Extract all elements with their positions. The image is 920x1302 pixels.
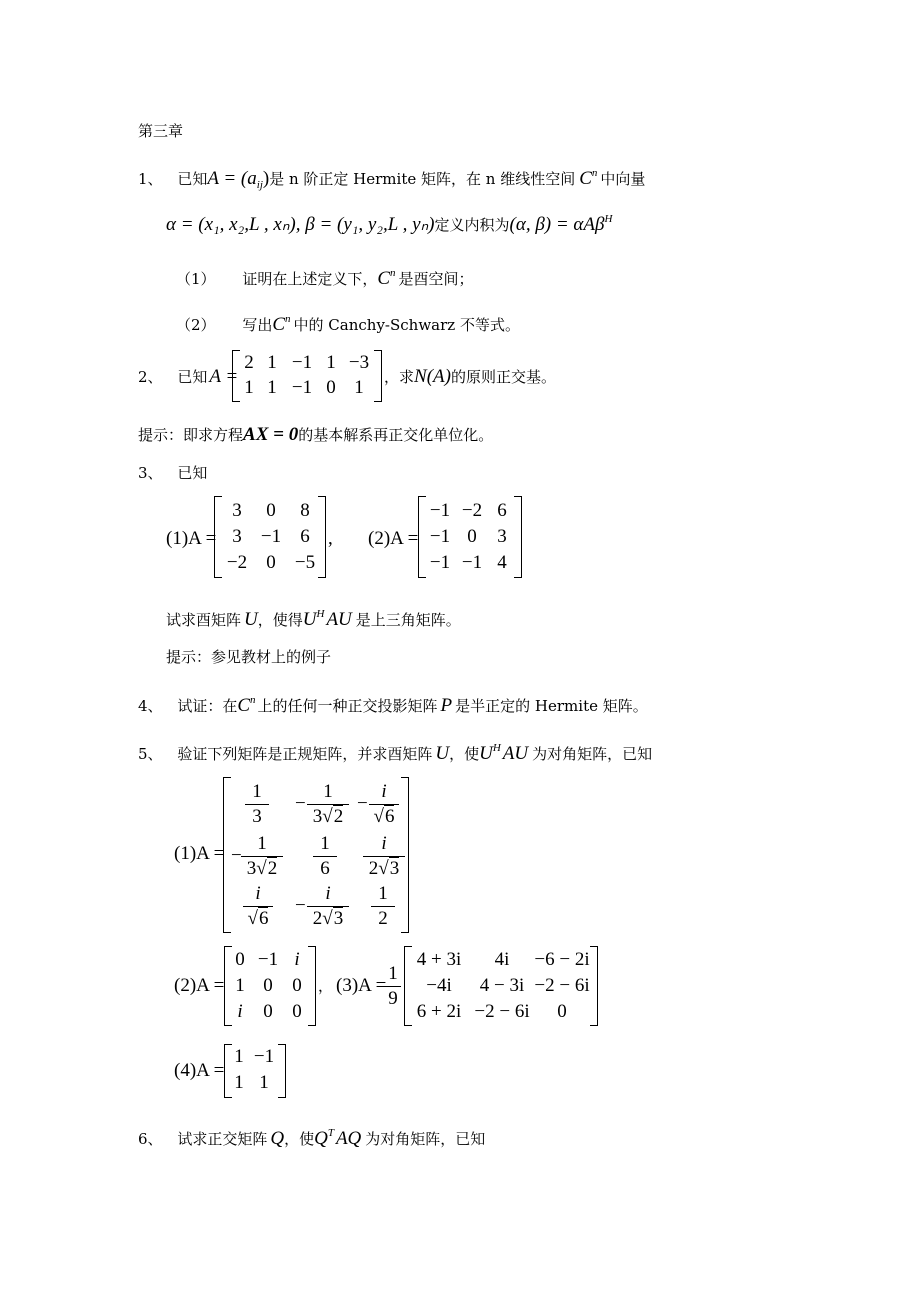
q1-sub1-Cn: $C^n$ xyxy=(377,267,396,289)
q1-inner-product-formula: (α, β) = αAβ$^H$ xyxy=(509,213,613,235)
q1-text-pre: 已知 xyxy=(177,170,208,188)
fraction: $\frac{1}{6}$ xyxy=(313,832,337,881)
q4-Cn: $C^n$ xyxy=(237,694,256,716)
q3-task xyxy=(166,603,461,631)
q2-hint-b: 的基本解系再正交化单位化。 xyxy=(298,426,494,444)
q4-number: 4、 xyxy=(138,697,163,715)
q3-label2: (2)A = xyxy=(368,528,419,549)
q2-suffix xyxy=(384,366,556,388)
q2-hint-a: 提示：即求方程 xyxy=(138,426,244,444)
minus-sign: − xyxy=(295,793,306,814)
q1-matrix-def: $A = (a_{ij})$ xyxy=(207,168,270,191)
q3-hint: 提示：参见教材上的例子 xyxy=(166,648,332,666)
q1-sub1 xyxy=(176,262,474,290)
chapter-title: 第三章 xyxy=(138,122,184,140)
matrix-cell: 0 xyxy=(235,949,245,970)
matrix-cell: −1 xyxy=(429,526,451,547)
q5-label3: (3)A = xyxy=(336,975,387,996)
matrix-cell: 0 xyxy=(326,377,336,398)
q4-P: P xyxy=(440,695,453,716)
matrix-cell: 4 − 3i xyxy=(479,975,525,996)
q1-sub2-label: （2） xyxy=(176,316,216,334)
matrix-cell: −1 xyxy=(253,1046,275,1067)
matrix-cell: −1 xyxy=(260,526,282,547)
minus-sign: − xyxy=(357,793,368,814)
matrix-cell: 1 xyxy=(267,377,277,398)
q5-number: 5、 xyxy=(138,745,163,763)
matrix-cell: 4 + 3i xyxy=(416,949,462,970)
q5-U: U xyxy=(435,743,450,764)
q3-comma: , xyxy=(328,528,333,549)
matrix-cell: 0 xyxy=(467,526,477,547)
q5-scalar-fraction: $\frac{1}{9}$ xyxy=(385,962,401,1011)
q2-text-pre: 已知 xyxy=(177,368,208,386)
q2-matrix xyxy=(232,350,382,402)
q3-number: 3、 xyxy=(138,464,163,482)
fraction: $\frac{1}{2}$ xyxy=(371,882,395,931)
q3-text: 已知 xyxy=(177,464,208,482)
q3-matrix1 xyxy=(214,496,326,578)
matrix-cell: 0 xyxy=(263,975,273,996)
q5-label1: (1)A = xyxy=(174,843,225,864)
q5-UHAU: $U^H$ AU xyxy=(479,742,529,764)
q1-line1 xyxy=(138,162,645,196)
minus-sign: − xyxy=(231,845,242,866)
matrix-cell: 0 xyxy=(266,500,276,521)
q1-text-mid: 是 n 阶正定 Hermite 矩阵，在 n 维线性空间 xyxy=(269,170,576,188)
q2-A-eq: A = xyxy=(209,366,239,387)
q1-sub1-label: （1） xyxy=(176,270,216,288)
matrix-cell: 3 xyxy=(232,526,242,547)
q1-text-end: 中向量 xyxy=(600,170,646,188)
matrix-cell: 0 xyxy=(292,975,302,996)
matrix-cell: 1 xyxy=(326,352,336,373)
matrix-cell: −2 xyxy=(226,552,248,573)
matrix-cell: −2 − 6i xyxy=(534,975,590,996)
matrix-cell: −1 xyxy=(461,552,483,573)
q1-sub2 xyxy=(176,308,520,336)
matrix-cell: 1 xyxy=(234,1046,244,1067)
matrix-cell: −4i xyxy=(426,975,452,996)
matrix-cell: −5 xyxy=(294,552,316,573)
q5-line xyxy=(138,737,652,765)
q5-label4: (4)A = xyxy=(174,1060,225,1081)
matrix-cell: 2 xyxy=(244,352,254,373)
matrix-cell: 4i xyxy=(494,949,510,970)
matrix-cell: 3 xyxy=(232,500,242,521)
q2-prefix xyxy=(138,366,238,388)
matrix-cell: 3 xyxy=(497,526,507,547)
matrix-cell: 6 xyxy=(497,500,507,521)
q5-matrix3 xyxy=(404,946,598,1026)
q5-text-a: 验证下列矩阵是正规矩阵，并求酉矩阵 xyxy=(177,745,433,763)
q5-matrix2 xyxy=(224,946,316,1026)
q2-number: 2、 xyxy=(138,368,163,386)
matrix-cell: 1 xyxy=(267,352,277,373)
fraction: $\frac{i}{√6}$ xyxy=(369,780,399,829)
matrix-cell: 1 xyxy=(234,1072,244,1093)
q1-space-Cn: $C^n$ xyxy=(579,167,598,189)
q6-text-a: 试求正交矩阵 xyxy=(177,1130,268,1148)
q6-Q: Q xyxy=(270,1128,285,1149)
q5-label2: (2)A = xyxy=(174,975,225,996)
q3-task-a: 试求酉矩阵 xyxy=(166,611,242,629)
matrix-cell: 0 xyxy=(263,1001,273,1022)
matrix-cell: 1 xyxy=(354,377,364,398)
q2-NA: N(A) xyxy=(414,366,451,387)
matrix-cell: −1 xyxy=(291,377,313,398)
q4-text-a: 试证：在 xyxy=(177,697,238,715)
matrix-cell: i xyxy=(294,949,300,970)
matrix-cell: −1 xyxy=(429,552,451,573)
q5-matrix1 xyxy=(223,777,409,933)
matrix-cell: 0 xyxy=(557,1001,567,1022)
q5-text-c: 为对角矩阵，已知 xyxy=(532,745,653,763)
q2-hint-eq: AX = 0 xyxy=(243,424,299,445)
matrix-cell: 1 xyxy=(259,1072,269,1093)
matrix-cell: 1 xyxy=(235,975,245,996)
q3-label1: (1)A = xyxy=(166,528,217,549)
fraction: $\frac{1}{3√2}$ xyxy=(241,832,283,881)
matrix-cell: −2 − 6i xyxy=(474,1001,530,1022)
q3-task-U: U xyxy=(244,609,258,630)
matrix-cell: 6 + 2i xyxy=(416,1001,462,1022)
q5-comma2: ， xyxy=(318,977,334,995)
fraction: $\frac{1}{3}$ xyxy=(245,780,269,829)
q3-task-b: ，使得 xyxy=(257,611,303,629)
matrix-cell: −2 xyxy=(461,500,483,521)
matrix-cell: −1 xyxy=(291,352,313,373)
q1-line2 xyxy=(166,208,612,236)
q4-text-c: 是半正定的 Hermite 矩阵。 xyxy=(455,697,648,715)
q1-sub2-text-a: 写出 xyxy=(242,316,273,334)
q1-sub1-text-b: 是酉空间； xyxy=(398,270,474,288)
q3-header xyxy=(138,462,207,484)
matrix-cell: 4 xyxy=(497,552,507,573)
q4-text-b: 上的任何一种正交投影矩阵 xyxy=(257,697,438,715)
fraction: $\frac{i}{2√3}$ xyxy=(307,882,349,931)
matrix-cell: 8 xyxy=(300,500,310,521)
q3-matrix2 xyxy=(418,496,522,578)
matrix-cell: −3 xyxy=(348,352,370,373)
q4-line xyxy=(138,689,648,717)
q2-text-post-a: ，求 xyxy=(384,368,415,386)
q1-vectors: α = (x₁, x₂,L , xₙ), β = (y₁, y₂,L , yₙ) xyxy=(166,214,435,235)
q5-text-b: ，使 xyxy=(449,745,480,763)
q1-sub2-Cn: $C^n$ xyxy=(272,313,291,335)
q5-matrix4 xyxy=(224,1044,286,1098)
matrix-cell: 0 xyxy=(292,1001,302,1022)
q1-number: 1、 xyxy=(138,170,163,188)
fraction: $\frac{i}{√6}$ xyxy=(243,882,273,931)
q6-text-c: 为对角矩阵，已知 xyxy=(365,1130,486,1148)
q3-task-UHAU: $U^H$ AU xyxy=(302,608,352,630)
matrix-cell: −6 − 2i xyxy=(534,949,590,970)
q6-number: 6、 xyxy=(138,1130,163,1148)
q1-sub1-text-a: 证明在上述定义下， xyxy=(242,270,378,288)
q6-line xyxy=(138,1122,485,1150)
fraction: $\frac{1}{3√2}$ xyxy=(307,780,349,829)
q2-hint xyxy=(138,424,493,446)
matrix-cell: i xyxy=(237,1001,243,1022)
q6-text-b: ，使 xyxy=(284,1130,315,1148)
matrix-cell: 0 xyxy=(266,552,276,573)
fraction: $\frac{i}{2√3}$ xyxy=(363,832,405,881)
matrix-cell: −1 xyxy=(257,949,279,970)
q1-sub2-text-b: 中的 Canchy-Schwarz 不等式。 xyxy=(293,316,520,334)
matrix-cell: −1 xyxy=(429,500,451,521)
q1-inner-product-text: 定义内积为 xyxy=(434,216,510,234)
matrix-cell: 6 xyxy=(300,526,310,547)
matrix-cell: 1 xyxy=(244,377,254,398)
q6-QTAQ: $Q^T$ AQ xyxy=(314,1127,362,1149)
minus-sign: − xyxy=(295,895,306,916)
q3-task-c: 是上三角矩阵。 xyxy=(355,611,461,629)
q2-text-post-b: 的原则正交基。 xyxy=(450,368,556,386)
